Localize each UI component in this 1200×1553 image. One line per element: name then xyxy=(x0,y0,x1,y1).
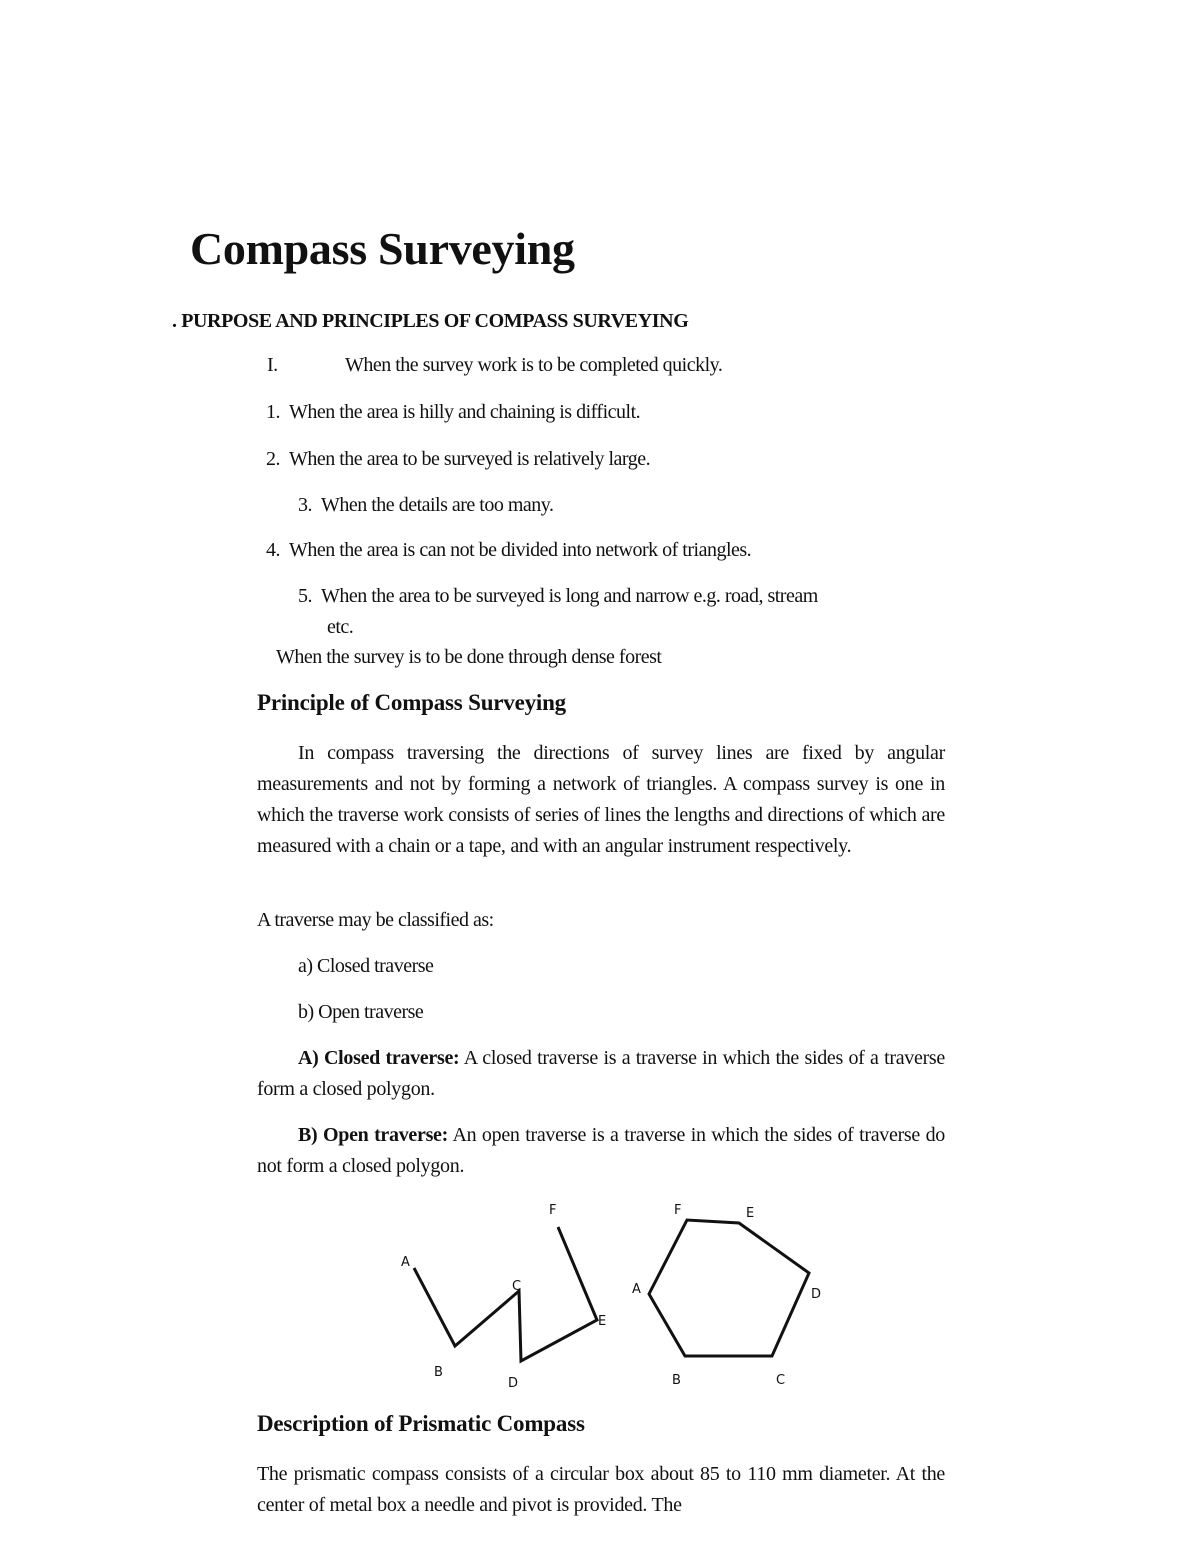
closed-label-d: D xyxy=(811,1287,822,1302)
closed-label-f: F xyxy=(674,1203,682,1218)
classified-intro: A traverse may be classified as: xyxy=(257,909,494,931)
closed-label-c: C xyxy=(776,1373,786,1388)
list-item-marker: 2. xyxy=(266,448,280,470)
open-label-d: D xyxy=(508,1376,519,1391)
prismatic-paragraph: The prismatic compass consists of a circular box about 85 to 110 mm diameter. At the center of metal box a needle and pivot is provided. The xyxy=(257,1463,945,1516)
list-item: When the area is can not be divided into network of triangles. xyxy=(289,539,752,561)
open-label-f: F xyxy=(549,1203,557,1218)
open-label-b: B xyxy=(434,1365,443,1380)
list-item-marker: 4. xyxy=(266,539,280,561)
list-item-marker: I. xyxy=(267,354,278,376)
closed-traverse-text: A closed traverse is a traverse in which the sides of a traverse form a closed polygon. xyxy=(257,1047,945,1100)
open-traverse-label: B) Open traverse: xyxy=(298,1124,448,1146)
open-label-c: C xyxy=(512,1279,522,1294)
open-traverse-text: An open traverse is a traverse in which the sides of traverse do not form a closed polygon. xyxy=(257,1124,945,1177)
list-item-marker: 3. xyxy=(298,494,312,516)
list-item-marker: 5. xyxy=(298,585,312,607)
open-traverse-path xyxy=(414,1227,597,1361)
closed-traverse-label: A) Closed traverse: xyxy=(298,1047,460,1069)
traverse-type-item: a) Closed traverse xyxy=(298,955,434,977)
prismatic-heading: Description of Prismatic Compass xyxy=(257,1411,585,1436)
section-heading: . PURPOSE AND PRINCIPLES OF COMPASS SURVEYING xyxy=(172,310,689,332)
closed-traverse-polygon xyxy=(649,1220,809,1356)
list-item: When the details are too many. xyxy=(321,494,554,516)
traverse-type-item: b) Open traverse xyxy=(298,1001,424,1023)
list-item: When the survey is to be done through dense forest xyxy=(276,646,662,668)
closed-traverse-definition xyxy=(257,1043,945,1105)
open-traverse-definition xyxy=(257,1120,945,1182)
list-item: When the area is hilly and chaining is difficult. xyxy=(289,401,641,423)
list-item: When the area to be surveyed is relatively large. xyxy=(289,448,651,470)
page-title: Compass Surveying xyxy=(190,223,575,274)
open-label-e: E xyxy=(598,1314,607,1329)
list-item: When the survey work is to be completed quickly. xyxy=(345,354,723,376)
list-item: When the area to be surveyed is long and narrow e.g. road, stream xyxy=(321,585,818,607)
closed-label-b: B xyxy=(672,1373,681,1388)
list-item-continuation: etc. xyxy=(327,616,354,638)
list-item-marker: 1. xyxy=(266,401,280,423)
principle-paragraph: In compass traversing the directions of survey lines are fixed by angular measurements and not by forming a network of triangles. A compass survey is one in which the traverse work consists of series of lines the lengths and directions of which are measured with a chain or a tape, and with an angular instrument respectively. xyxy=(257,742,945,857)
closed-label-a: A xyxy=(632,1282,641,1297)
traverse-figure xyxy=(380,1195,840,1395)
closed-label-e: E xyxy=(746,1206,755,1221)
open-label-a: A xyxy=(401,1255,410,1270)
principle-heading: Principle of Compass Surveying xyxy=(257,690,566,715)
